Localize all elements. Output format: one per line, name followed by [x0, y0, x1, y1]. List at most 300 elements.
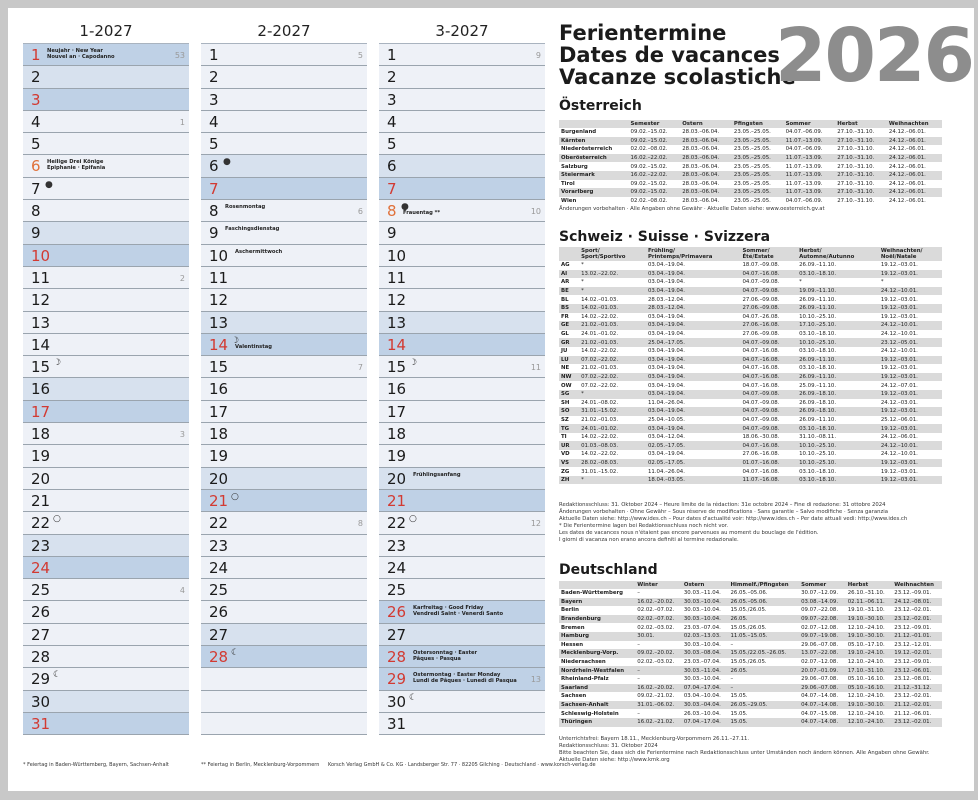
- day-row[interactable]: [201, 200, 367, 222]
- day-row[interactable]: [23, 44, 189, 66]
- day-row[interactable]: [379, 200, 545, 222]
- day-row[interactable]: [23, 401, 189, 423]
- date-cell: *: [581, 279, 584, 286]
- day-number: 18: [387, 425, 407, 444]
- date-cell: 23.12.–08.01.: [894, 676, 932, 683]
- date-cell: 09.07.–22.08.: [801, 607, 839, 614]
- day-number: 20: [31, 469, 51, 488]
- day-row[interactable]: [201, 423, 367, 445]
- day-row[interactable]: [201, 111, 367, 133]
- day-row[interactable]: [23, 646, 189, 668]
- date-cell: 11.07.–13.09.: [784, 171, 836, 180]
- note-line: Aktuelle Daten siehe: http://www.ides.ch – Pour dates d'actualité voir: http://www.ides.ch – Per date attuali vedi: http://www.ides.ch: [559, 516, 908, 522]
- day-number: 27: [31, 625, 51, 644]
- day-row[interactable]: [201, 468, 367, 490]
- page-title: [559, 22, 796, 88]
- table-row: [559, 684, 942, 693]
- day-number: 21: [31, 491, 51, 510]
- date-cell: –: [637, 590, 640, 597]
- day-row[interactable]: [379, 579, 545, 601]
- date-cell: 04.07.–26.08.: [742, 313, 780, 320]
- day-row[interactable]: [379, 267, 545, 289]
- day-row[interactable]: [379, 468, 545, 490]
- column-header: Himmelf./Pfingsten: [728, 581, 799, 589]
- table-row: [559, 598, 942, 607]
- note-line: Redaktionsschluss: 31. Oktober 2024 – Heure limite de la rédaction: 31e octobre 2024 – Fine di redazione: 31 ottobre 2024: [559, 502, 886, 508]
- day-row[interactable]: [23, 557, 189, 579]
- day-row[interactable]: [23, 624, 189, 646]
- day-row[interactable]: [201, 713, 367, 735]
- table-row: [559, 675, 942, 684]
- date-cell: 04.07.–14.08.: [799, 701, 846, 710]
- day-number: 26: [387, 603, 407, 622]
- day-row[interactable]: [201, 512, 367, 534]
- region-cell: Hamburg: [559, 632, 635, 641]
- day-row[interactable]: [201, 668, 367, 690]
- date-cell: 19.12.–03.01.: [879, 373, 942, 382]
- day-row[interactable]: [201, 691, 367, 713]
- day-number: 17: [209, 402, 229, 421]
- date-cell: 09.02.–15.02.: [630, 163, 668, 170]
- date-cell: 30.03.–08.04.: [682, 649, 729, 658]
- day-number: 28: [31, 648, 51, 667]
- day-number: 3: [209, 90, 219, 109]
- day-row[interactable]: [201, 222, 367, 244]
- date-cell: 26.09.–18.10.: [797, 390, 879, 399]
- date-cell: 15.05./26.05.: [730, 624, 767, 631]
- holiday-label: Karfreitag · Good Friday Vendredi Saint · Venerdì Santo: [413, 605, 504, 618]
- week-number: 4: [179, 586, 185, 596]
- date-cell: 04.07.–14.08.: [801, 693, 839, 700]
- date-cell: 12.10.–24.10.: [847, 659, 885, 666]
- day-number: 2: [209, 68, 219, 87]
- moon-phase-icon: ○: [231, 491, 239, 502]
- day-row[interactable]: [201, 579, 367, 601]
- day-number: 3: [387, 90, 397, 109]
- date-cell: 11.05.–15.05.: [728, 632, 799, 641]
- date-cell: 15.05.: [730, 710, 748, 717]
- day-row[interactable]: [23, 691, 189, 713]
- date-cell: 02.05.–17.05.: [646, 459, 740, 468]
- date-cell: 03.04.–19.04.: [647, 348, 685, 355]
- day-row[interactable]: [379, 289, 545, 311]
- date-cell: 25.12.–06.01.: [880, 416, 918, 423]
- date-cell: 26.09.–11.10.: [799, 262, 837, 269]
- date-cell: 02.07.–12.08.: [801, 659, 839, 666]
- day-number: 5: [209, 135, 219, 154]
- day-row[interactable]: [23, 378, 189, 400]
- region-cell: Hessen: [561, 641, 584, 648]
- date-cell: 24.01.–08.02.: [581, 399, 619, 406]
- day-row[interactable]: [201, 178, 367, 200]
- date-cell: *: [579, 476, 646, 485]
- day-row[interactable]: [201, 378, 367, 400]
- day-number: 21: [209, 491, 229, 510]
- day-row[interactable]: [379, 668, 545, 690]
- day-number: 7: [387, 179, 397, 198]
- date-cell: 27.10.–31.10.: [835, 154, 887, 163]
- day-row[interactable]: [23, 356, 189, 378]
- date-cell: 03.10.–18.10.: [799, 331, 837, 338]
- table-row: [559, 321, 942, 330]
- day-row[interactable]: [23, 289, 189, 311]
- note-line: Redaktionsschluss: 31. Oktober 2024: [559, 743, 658, 749]
- date-cell: 09.02.–15.02.: [629, 137, 681, 146]
- date-cell: 09.02.–15.02.: [629, 188, 681, 197]
- day-number: 13: [387, 313, 407, 332]
- day-row[interactable]: [23, 468, 189, 490]
- date-cell: 29.06.–07.08.: [801, 641, 839, 648]
- day-row[interactable]: [23, 668, 189, 690]
- day-number: 14: [387, 335, 407, 354]
- region-cell: Sachsen-Anhalt: [559, 701, 635, 710]
- date-cell: 04.07.–16.08.: [742, 468, 780, 475]
- day-number: 1: [31, 46, 41, 64]
- date-cell: 04.07.–09.08.: [740, 338, 797, 347]
- date-cell: 24.12.–06.01.: [888, 163, 926, 170]
- day-number: 15: [209, 358, 229, 377]
- table-row: [559, 615, 942, 624]
- date-cell: 27.10.–31.10.: [835, 137, 887, 146]
- day-number: 11: [209, 268, 229, 287]
- day-row[interactable]: [379, 423, 545, 445]
- date-cell: 03.04.–19.04.: [646, 390, 740, 399]
- day-row[interactable]: [23, 445, 189, 467]
- day-row[interactable]: [379, 401, 545, 423]
- holiday-label: Heilige Drei Könige Epiphanie · Epifania: [47, 159, 106, 172]
- day-row[interactable]: [201, 289, 367, 311]
- date-cell: 07.04.–17.04.: [682, 684, 729, 693]
- day-number: 9: [387, 224, 397, 243]
- day-row[interactable]: [23, 490, 189, 512]
- date-cell: 24.12.–10.01.: [879, 441, 942, 450]
- day-row[interactable]: [201, 245, 367, 267]
- day-number: 8: [31, 202, 41, 221]
- date-cell: 01.07.–16.08.: [740, 459, 797, 468]
- day-row[interactable]: [23, 713, 189, 735]
- date-cell: 18.06.–30.08.: [742, 434, 780, 441]
- day-number: 5: [31, 135, 41, 154]
- date-cell: 28.03.–06.04.: [682, 198, 720, 205]
- date-cell: 04.07.–16.08.: [740, 373, 797, 382]
- day-row[interactable]: [379, 334, 545, 356]
- day-row[interactable]: [379, 691, 545, 713]
- region-cell: NW: [559, 373, 579, 382]
- table-row: [559, 441, 942, 450]
- table-row: [559, 180, 942, 189]
- week-number: 3: [179, 430, 185, 440]
- day-number: 1: [209, 46, 219, 64]
- date-cell: 24.12.–10.01.: [879, 321, 942, 330]
- date-cell: 20.07.–01.09.: [799, 666, 846, 675]
- date-cell: 19.12.–03.01.: [879, 407, 942, 416]
- day-number: 26: [31, 603, 51, 622]
- column-header: Frühling/ Printemps/Primavera: [646, 247, 740, 261]
- week-number: 6: [357, 207, 363, 217]
- date-cell: 11.07.–13.09.: [784, 188, 836, 197]
- table-row: [559, 658, 942, 667]
- date-cell: 23.05.–25.05.: [732, 137, 784, 146]
- table-row: [559, 459, 942, 468]
- date-cell: 09.02.–20.02.: [635, 649, 682, 658]
- week-number: 9: [535, 51, 541, 60]
- date-cell: 07.02.–22.02.: [579, 373, 646, 382]
- day-row[interactable]: [379, 490, 545, 512]
- date-cell: 30.03.–04.04.: [682, 701, 729, 710]
- day-number: 16: [209, 380, 229, 399]
- table-row: [559, 399, 942, 408]
- day-number: 12: [31, 291, 51, 310]
- table-row: [559, 171, 942, 180]
- date-cell: 19.12.–03.01.: [879, 270, 942, 279]
- table-row: [559, 356, 942, 365]
- date-cell: 30.03.–10.04.: [683, 607, 721, 614]
- day-row[interactable]: [23, 312, 189, 334]
- date-cell: 11.07.–13.09.: [785, 180, 823, 187]
- day-row[interactable]: [201, 334, 367, 356]
- table-row: [559, 261, 942, 270]
- date-cell: 21.02.–01.03.: [581, 365, 619, 372]
- day-row[interactable]: [201, 133, 367, 155]
- day-row[interactable]: [379, 646, 545, 668]
- date-cell: 23.05.–25.05.: [733, 129, 771, 136]
- swiss-heading: Schweiz · Suisse · Svizzera: [559, 229, 771, 245]
- column-header: Semester: [629, 120, 681, 128]
- day-row[interactable]: [23, 579, 189, 601]
- date-cell: 30.03.–11.04.: [682, 666, 729, 675]
- table-row: [559, 407, 942, 416]
- date-cell: 16.02.–20.02.: [635, 598, 682, 607]
- title-line-de: Ferientermine: [559, 21, 727, 45]
- day-row[interactable]: [379, 66, 545, 88]
- date-cell: 19.12.–03.01.: [880, 468, 918, 475]
- month-title: 3-2027: [379, 20, 545, 44]
- day-number: 29: [387, 670, 407, 689]
- day-row[interactable]: [201, 535, 367, 557]
- date-cell: 10.10.–25.10.: [797, 338, 879, 347]
- date-cell: 24.12.–06.01.: [888, 180, 926, 187]
- date-cell: –: [730, 641, 734, 648]
- date-cell: 09.02.–15.02.: [630, 129, 668, 136]
- date-cell: 26.05.–05.06.: [728, 598, 799, 607]
- date-cell: 24.12.–06.01.: [888, 129, 926, 136]
- date-cell: –: [637, 641, 640, 648]
- day-row[interactable]: [23, 133, 189, 155]
- day-row[interactable]: [23, 423, 189, 445]
- date-cell: 04.07.–09.08.: [740, 287, 797, 296]
- region-cell: GR: [559, 338, 579, 347]
- day-row[interactable]: [379, 111, 545, 133]
- day-row[interactable]: [379, 601, 545, 623]
- date-cell: 14.02.–22.02.: [581, 451, 619, 458]
- day-number: 31: [387, 714, 407, 733]
- day-row[interactable]: [23, 155, 189, 177]
- region-cell: Wien: [561, 198, 577, 205]
- day-number: 7: [31, 179, 41, 198]
- note-line: Änderungen vorbehalten · Ohne Gewähr – Sous réserve de modifications · Sans garantie – Salvo modifiche · Senza garanzia: [559, 509, 888, 515]
- date-cell: 19.12.–03.01.: [879, 390, 942, 399]
- day-row[interactable]: [379, 624, 545, 646]
- day-row[interactable]: [379, 378, 545, 400]
- table-row: [559, 330, 942, 339]
- day-number: 23: [31, 536, 51, 555]
- region-cell: Schleswig-Holstein: [561, 710, 619, 717]
- moon-phase-icon: ☾: [409, 692, 418, 703]
- day-row[interactable]: [379, 713, 545, 735]
- day-row[interactable]: [23, 245, 189, 267]
- region-cell: Mecklenburg-Vorp.: [559, 649, 635, 658]
- day-row[interactable]: [201, 155, 367, 177]
- date-cell: 14.02.–22.02.: [581, 434, 619, 441]
- day-row[interactable]: [23, 601, 189, 623]
- day-row[interactable]: [379, 133, 545, 155]
- column-header: Sommer: [799, 581, 846, 589]
- date-cell: 09.07.–19.08.: [799, 632, 846, 641]
- day-row[interactable]: [379, 89, 545, 111]
- date-cell: 15.05./22.05.–26.05.: [728, 649, 799, 658]
- region-cell: VD: [561, 451, 570, 458]
- day-row[interactable]: [379, 222, 545, 244]
- day-row[interactable]: [201, 66, 367, 88]
- table-row: [559, 666, 942, 675]
- region-cell: OW: [561, 382, 572, 389]
- region-cell: Rheinland-Pfalz: [561, 676, 609, 683]
- column-header: Weihnachten: [887, 120, 942, 128]
- day-row[interactable]: [379, 535, 545, 557]
- day-row[interactable]: [379, 557, 545, 579]
- date-cell: *: [880, 279, 884, 286]
- date-cell: 05.10.–16.10.: [846, 684, 893, 693]
- day-row[interactable]: [23, 222, 189, 244]
- date-cell: 04.07.–16.08.: [742, 348, 780, 355]
- date-cell: *: [581, 262, 584, 269]
- table-row: [559, 154, 942, 163]
- month-title: 2-2027: [201, 20, 367, 44]
- week-number: 2: [179, 273, 185, 283]
- day-row[interactable]: [23, 334, 189, 356]
- day-number: 8: [387, 202, 397, 221]
- day-row[interactable]: [379, 245, 545, 267]
- day-row[interactable]: [379, 445, 545, 467]
- region-cell: Sachsen: [561, 693, 587, 700]
- day-row[interactable]: [379, 312, 545, 334]
- week-number: 10: [530, 207, 541, 217]
- day-row[interactable]: [201, 557, 367, 579]
- day-number: 30: [387, 692, 407, 711]
- day-row[interactable]: [201, 624, 367, 646]
- moon-phase-icon: ☽: [231, 335, 240, 346]
- day-number: 22: [387, 514, 407, 533]
- note-line: I giorni di vacanza non erano ancora definiti al termine redazionale.: [559, 537, 739, 543]
- date-cell: 11.04.–26.04.: [647, 468, 685, 475]
- day-row[interactable]: [23, 535, 189, 557]
- region-cell: ZH: [559, 476, 579, 485]
- date-cell: 19.12.–03.01.: [880, 296, 918, 303]
- table-row: [559, 632, 942, 641]
- region-cell: Vorarlberg: [559, 188, 629, 197]
- day-row[interactable]: [201, 356, 367, 378]
- day-row[interactable]: [201, 89, 367, 111]
- table-row: [559, 649, 942, 658]
- region-cell: LU: [559, 356, 579, 365]
- day-row[interactable]: [23, 178, 189, 200]
- day-number: 13: [31, 313, 51, 332]
- day-row[interactable]: [379, 512, 545, 534]
- date-cell: 29.06.–07.08.: [801, 676, 839, 683]
- day-row[interactable]: [23, 267, 189, 289]
- day-row[interactable]: [379, 155, 545, 177]
- date-cell: 16.02.–21.02.: [635, 718, 682, 727]
- day-row[interactable]: [201, 44, 367, 66]
- day-row[interactable]: [23, 111, 189, 133]
- region-cell: JU: [561, 348, 568, 355]
- date-cell: 27.06.–16.08.: [740, 321, 797, 330]
- date-cell: 28.03.–12.04.: [647, 296, 685, 303]
- day-number: 19: [209, 447, 229, 466]
- day-row[interactable]: [23, 200, 189, 222]
- table-row: [559, 433, 942, 442]
- date-cell: 27.06.–09.08.: [742, 296, 780, 303]
- date-cell: 03.04.–19.04.: [647, 262, 685, 269]
- column-header: [559, 581, 635, 589]
- day-row[interactable]: [23, 66, 189, 88]
- date-cell: 04.07.–09.08.: [742, 279, 780, 286]
- day-number: 22: [209, 514, 229, 533]
- day-row[interactable]: [201, 646, 367, 668]
- month-column: [23, 20, 189, 735]
- date-cell: 14.02.–22.02.: [581, 313, 619, 320]
- column-header: Pfingsten: [732, 120, 784, 128]
- moon-phase-icon: ●: [401, 202, 409, 213]
- day-row[interactable]: [23, 89, 189, 111]
- date-cell: 03.04.–19.04.: [647, 313, 685, 320]
- region-cell: Oberösterreich: [559, 154, 629, 163]
- year-heading: 2026: [775, 13, 973, 99]
- day-row[interactable]: [379, 178, 545, 200]
- day-number: 20: [209, 469, 229, 488]
- table-row: [559, 450, 942, 459]
- day-row[interactable]: [201, 445, 367, 467]
- region-cell: Nordrhein-Westfalen: [559, 666, 635, 675]
- date-cell: 19.12.–03.01.: [880, 262, 918, 269]
- day-number: 17: [31, 402, 51, 421]
- day-number: 9: [31, 224, 41, 243]
- date-cell: 24.12.–07.01.: [880, 382, 918, 389]
- day-row[interactable]: [379, 44, 545, 66]
- table-row: [559, 145, 942, 154]
- day-number: 23: [387, 536, 407, 555]
- date-cell: 15.05./26.05.: [730, 659, 767, 666]
- day-row[interactable]: [23, 512, 189, 534]
- region-cell: Salzburg: [561, 163, 588, 170]
- day-row[interactable]: [201, 490, 367, 512]
- day-row[interactable]: [379, 356, 545, 378]
- date-cell: 26.09.–11.10.: [797, 356, 879, 365]
- date-cell: *: [579, 287, 646, 296]
- day-row[interactable]: [201, 601, 367, 623]
- region-cell: GE: [559, 321, 579, 330]
- date-cell: 30.03.–10.04.: [682, 615, 729, 624]
- date-cell: 30.03.–10.04.: [682, 598, 729, 607]
- column-header: [559, 247, 579, 261]
- day-row[interactable]: [201, 267, 367, 289]
- date-cell: 04.07.–16.08.: [742, 365, 780, 372]
- date-cell: 24.12.–06.01.: [888, 198, 926, 205]
- day-row[interactable]: [201, 401, 367, 423]
- table-row: [559, 197, 942, 206]
- date-cell: –: [730, 676, 734, 683]
- day-row[interactable]: [201, 312, 367, 334]
